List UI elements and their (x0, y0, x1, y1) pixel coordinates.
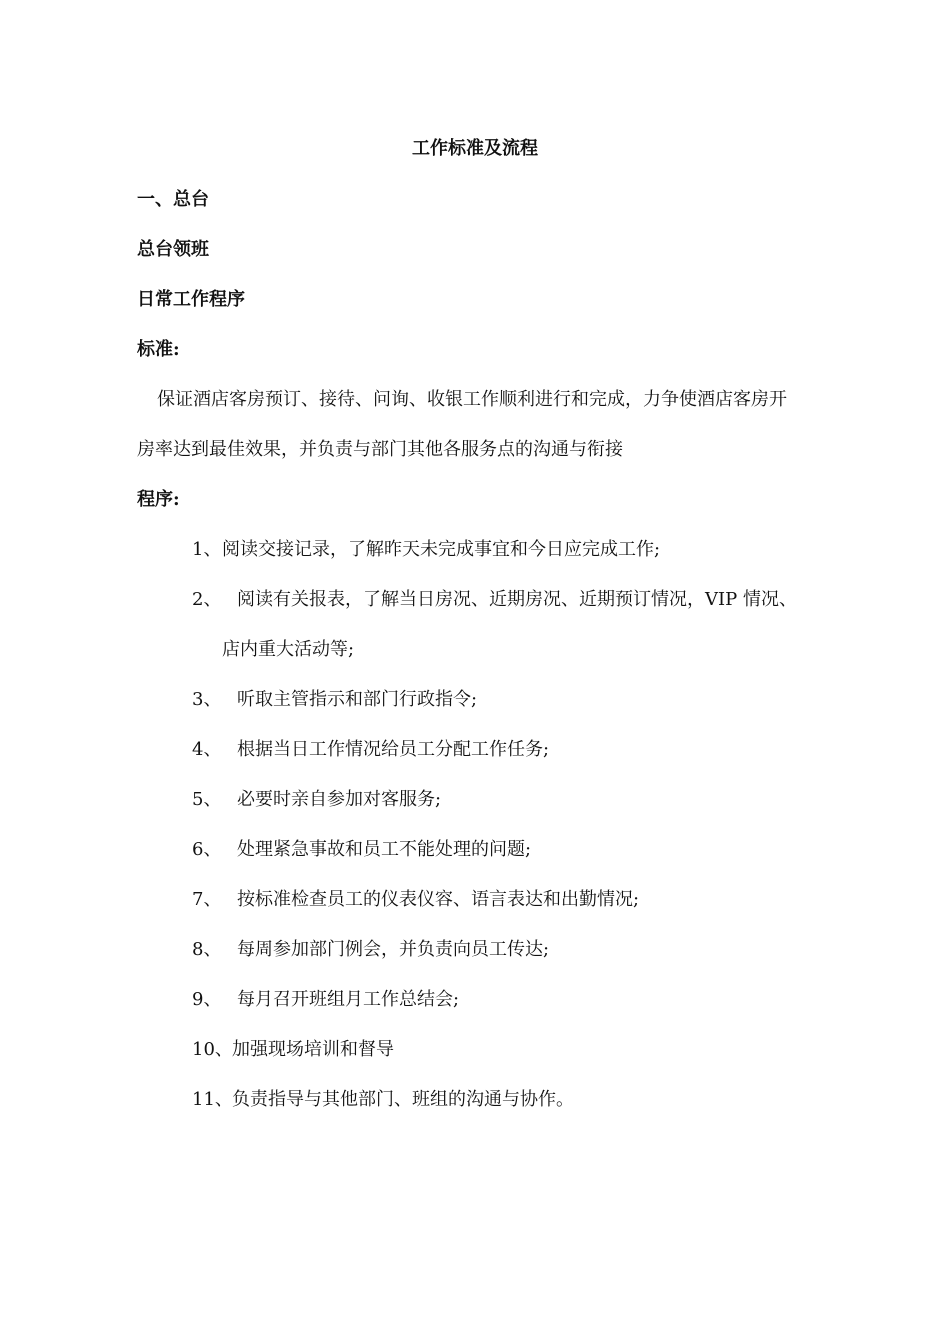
list-item-number: 10、 (192, 1039, 233, 1060)
list-item: 每周参加部门例会，并负责向员工传达; (237, 939, 550, 960)
list-item-number: 7、 (192, 889, 222, 910)
list-item-number: 5、 (192, 789, 222, 810)
list-item: 阅读交接记录，了解昨天未完成事宜和今日应完成工作; (222, 539, 661, 560)
list-item: 负责指导与其他部门、班组的沟通与协作。 (232, 1089, 574, 1110)
list-item-number: 2、 (192, 589, 222, 610)
list-item-number: 6、 (192, 839, 222, 860)
section-heading: 一、总台 (137, 189, 209, 210)
standard-text-line2: 房率达到最佳效果，并负责与部门其他各服务点的沟通与衔接 (137, 439, 623, 460)
list-item-continuation: 店内重大活动等; (222, 639, 355, 660)
role-heading: 总台领班 (137, 239, 209, 260)
list-item: 按标准检查员工的仪表仪容、语言表达和出勤情况; (237, 889, 640, 910)
standard-text-line1: 保证酒店客房预订、接待、问询、收银工作顺利进行和完成，力争使酒店客房开 (157, 389, 787, 410)
list-item-number: 4、 (192, 739, 222, 760)
subheading: 日常工作程序 (137, 289, 245, 310)
document-title: 工作标准及流程 (412, 138, 538, 159)
list-item-number: 8、 (192, 939, 222, 960)
list-item-number: 11、 (192, 1089, 233, 1110)
procedure-label: 程序: (137, 489, 180, 510)
list-item: 处理紧急事故和员工不能处理的问题; (237, 839, 532, 860)
list-item: 每月召开班组月工作总结会; (237, 989, 460, 1010)
list-item-number: 9、 (192, 989, 222, 1010)
standard-label: 标准: (137, 339, 180, 360)
list-item-number: 1、 (192, 539, 222, 560)
list-item: 听取主管指示和部门行政指令; (237, 689, 478, 710)
list-item-number: 3、 (192, 689, 222, 710)
list-item: 加强现场培训和督导 (232, 1039, 394, 1060)
list-item: 根据当日工作情况给员工分配工作任务; (237, 739, 550, 760)
list-item: 必要时亲自参加对客服务; (237, 789, 442, 810)
list-item: 阅读有关报表，了解当日房况、近期房况、近期预订情况，VIP 情况、 (237, 589, 797, 610)
